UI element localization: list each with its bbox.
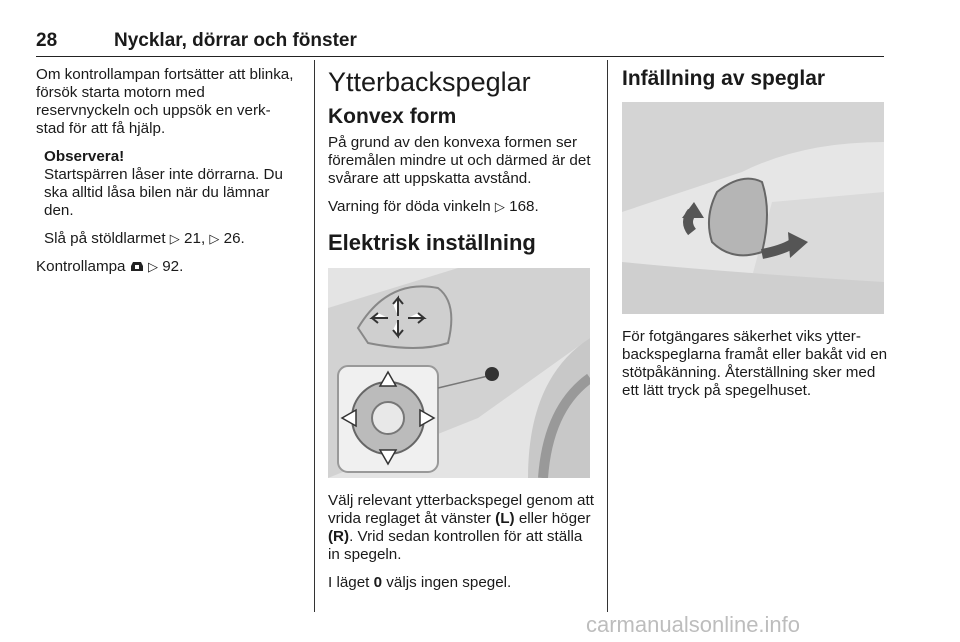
lamp-paragraph (36, 258, 298, 276)
page-ref-arrow-icon: ▷ (209, 231, 220, 246)
paragraph: Om kontrollampan fortsätter att blinka, försök starta motorn med reservnyckeln och uppsök en verk-stad för att få hjälp. (36, 66, 294, 137)
ref-link[interactable]: 92. (162, 258, 184, 275)
section-title: Infällning av speglar (622, 67, 826, 90)
ref-link[interactable]: 21 (184, 230, 201, 247)
position-text-1: I läget (328, 574, 370, 591)
select-R: (R) (328, 528, 350, 545)
page-ref-arrow-icon: ▷ (494, 199, 505, 214)
select-text-1: Välj relevant ytterbackspegel genom att vrida reglaget åt vänster (328, 492, 594, 527)
car-lock-icon (130, 260, 144, 272)
select-mirror-paragraph (328, 492, 594, 564)
page-ref-arrow-icon: ▷ (147, 259, 158, 274)
page-ref-arrow-icon: ▷ (169, 231, 180, 246)
mirror-adjust-illustration (328, 268, 590, 478)
watermark: carmanualsonline.info (586, 612, 801, 637)
paragraph: För fotgängares säkerhet viks ytter-backspeglarna framåt eller bakåt vid en stötpåkänning. Återställning sker med ett lätt tryck på spegelhuset. (622, 328, 888, 399)
note-box (44, 148, 298, 248)
ref-link[interactable]: 168. (509, 198, 539, 215)
column-1 (36, 66, 298, 286)
select-text-3: . Vrid sedan kontrollen för att ställa in spegeln. (328, 528, 583, 563)
paragraph: På grund av den konvexa formen ser föremålen mindre ut och därmed är det svårare att uppskatta avstånd. (328, 134, 591, 187)
blind-spot-paragraph (328, 198, 594, 216)
blind-spot-text: Varning för döda vinkeln (328, 198, 491, 215)
lamp-text: Kontrollampa (36, 258, 126, 275)
select-L: (L) (495, 510, 515, 527)
note-title: Observera! (44, 148, 125, 165)
mirror-fold-illustration (622, 102, 884, 314)
ref-link[interactable]: 26. (223, 230, 245, 247)
select-text-2: eller höger (518, 510, 591, 527)
page-header (36, 30, 884, 57)
column-2 (328, 66, 594, 602)
section-title: Ytterbackspeglar (328, 67, 531, 97)
position-zero: 0 (373, 574, 383, 591)
alarm-text: Slå på stöldlarmet (44, 230, 166, 247)
alarm-paragraph: Slå på stöldlarmet ▷ 21, ▷ 26. (44, 230, 245, 247)
chapter-title: Nycklar, dörrar och fönster (114, 30, 357, 51)
column-divider (314, 60, 315, 612)
column-divider (607, 60, 608, 612)
subsection-title: Konvex form (328, 105, 457, 128)
position-text-2: väljs ingen spegel. (386, 574, 512, 591)
note-body: Startspärren låser inte dörrarna. Du ska alltid låsa bilen när du lämnar den. (44, 166, 283, 219)
subsection-title: Elektrisk inställning (328, 230, 536, 255)
column-3 (622, 66, 888, 410)
page-number: 28 (36, 30, 58, 51)
position-paragraph (328, 574, 594, 592)
